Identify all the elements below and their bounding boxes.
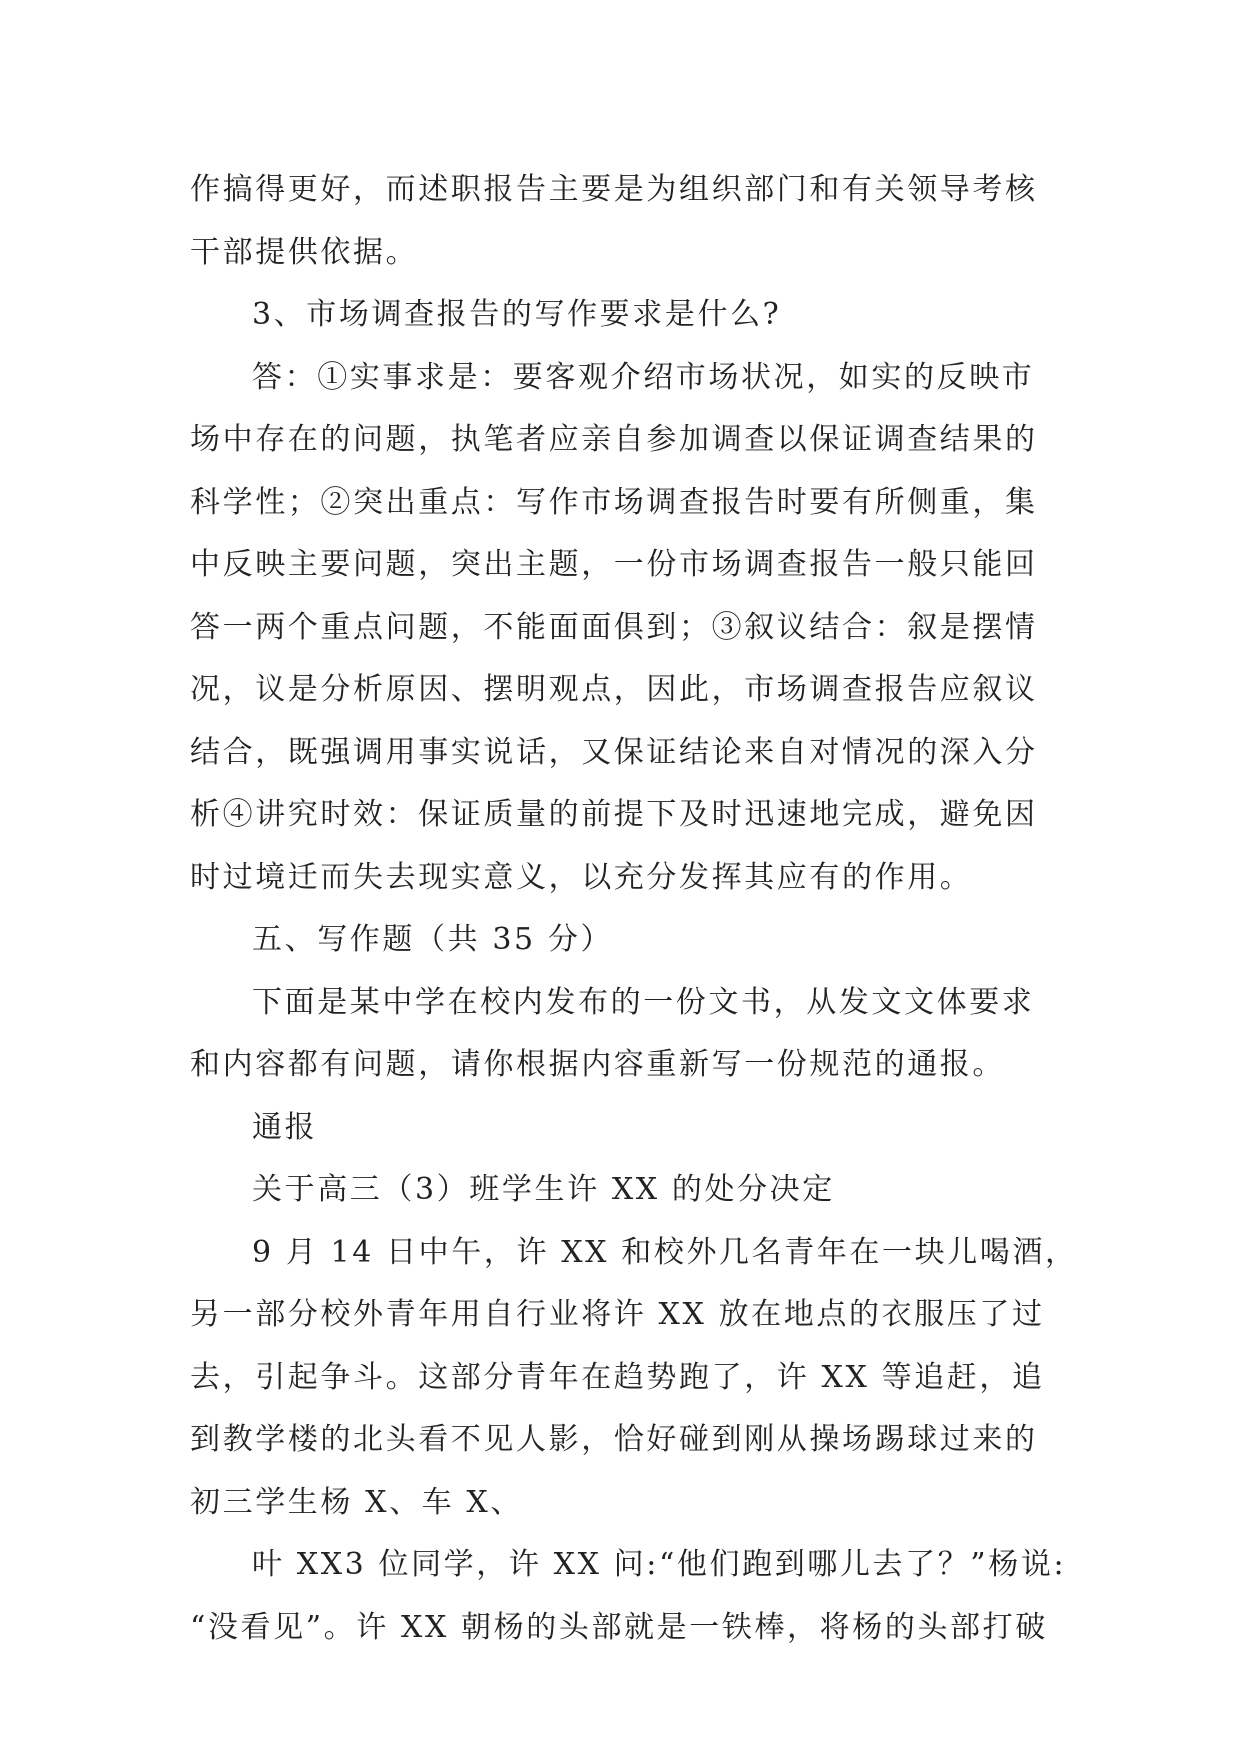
text-line: 到教学楼的北头看不见人影，恰好碰到刚从操场踢球过来的 [190,1422,1038,1457]
paragraph-start: 9 月 14 日中午，许 XX 和校外几名青年在一块儿喝酒， [252,1234,1078,1270]
notice-subtitle: 关于高三（3）班学生许 XX 的处分决定 [252,1172,835,1207]
text-line: 另一部分校外青年用自行业将许 XX 放在地点的衣服压了过 [190,1297,1045,1332]
text-line: 况，议是分析原因、摆明观点，因此，市场调查报告应叙议 [190,672,1038,707]
text-line: 中反映主要问题，突出主题，一份市场调查报告一般只能回 [190,547,1038,582]
section-heading: 五、写作题（共 35 分） [252,922,614,957]
question-heading: 3、市场调查报告的写作要求是什么? [252,297,782,332]
paragraph-start: 下面是某中学在校内发布的一份文书，从发文文体要求 [252,984,1035,1020]
text-line: 结合，既强调用事实说话，又保证结论来自对情况的深入分 [190,734,1038,770]
text-line: 初三学生杨 X、车 X、 [190,1484,523,1520]
notice-title: 通报 [252,1109,318,1145]
answer-paragraph-start: 答：①实事求是：要客观介绍市场状况，如实的反映市 [252,359,1035,395]
text-line: 去，引起争斗。这部分青年在趋势跑了，许 XX 等追赶，追 [190,1359,1045,1395]
text-line: 作搞得更好，而述职报告主要是为组织部门和有关领导考核 [190,172,1038,207]
text-line: 干部提供依据。 [190,234,419,270]
paragraph-start: 叶 XX3 位同学，许 XX 问:“他们跑到哪儿去了？”杨说: [252,1547,1067,1582]
text-line: “没看见”。许 XX 朝杨的头部就是一铁棒，将杨的头部打破 [190,1609,1048,1645]
text-line: 答一两个重点问题，不能面面俱到；③叙议结合：叙是摆情 [190,609,1038,645]
text-line: 科学性；②突出重点：写作市场调查报告时要有所侧重，集 [190,484,1038,520]
document-body [190,159,1078,1659]
text-line: 场中存在的问题，执笔者应亲自参加调查以保证调查结果的 [190,422,1038,457]
text-line: 和内容都有问题，请你根据内容重新写一份规范的通报。 [190,1047,1005,1082]
text-line: 时过境迁而失去现实意义，以充分发挥其应有的作用。 [190,859,973,895]
text-line: 析④讲究时效：保证质量的前提下及时迅速地完成，避免因 [190,797,1038,832]
